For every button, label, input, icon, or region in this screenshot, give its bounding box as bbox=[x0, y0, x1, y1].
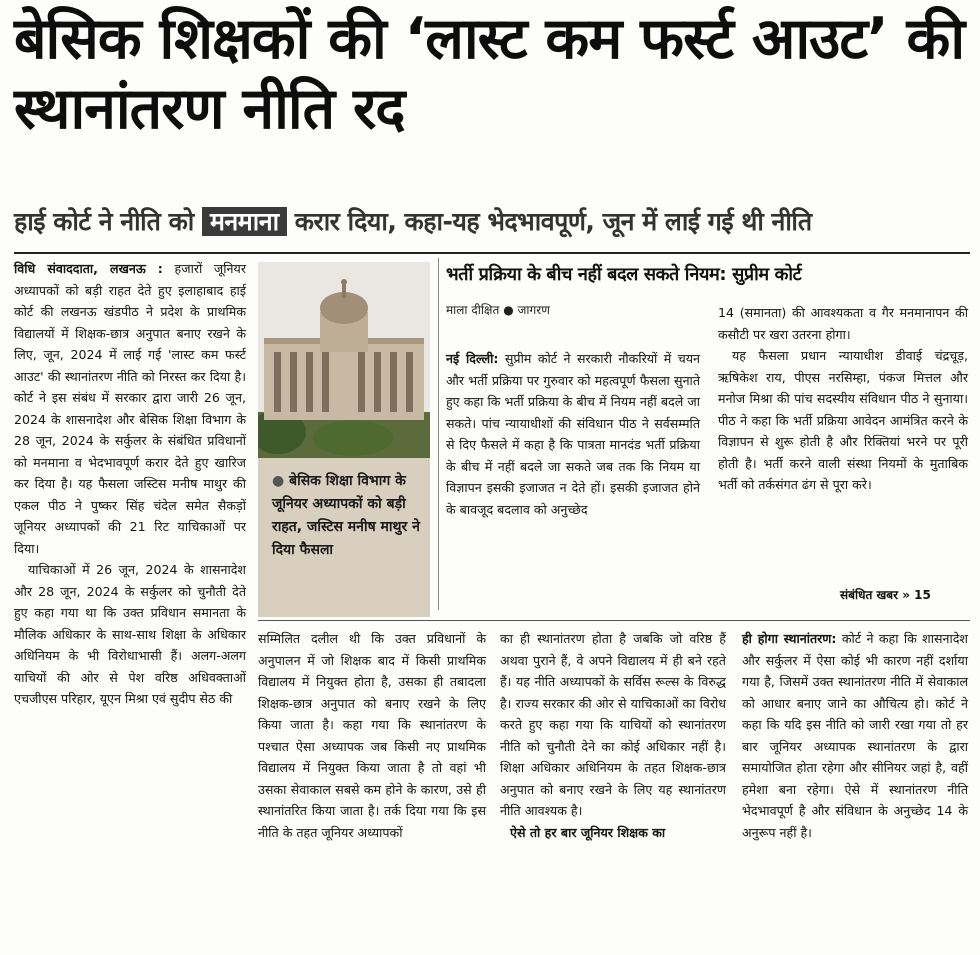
para: कोर्ट ने कहा कि शासनादेश और सर्कुलर में ऐसा कोई भी कारण नहीं दर्शाया गया है, जिसमें उक्त स्थानांतरण नीति में सेवाकाल को आधार बनाए जाने का औचित्य हो। कोर्ट ने कहा कि यदि इस नीति को जारी रखा गया तो हर बार जूनियर अध्यापक स्थानांतरण के द्वारा समायोजित होता रहेगा और सीनियर जहां है, वहीं हमेशा बना रहेगा। ऐसे में स्थानांतरण नीति भेदभावपूर्ण है और संविधान के अनुच्छेद 14 के अनुरूप नहीं है। bbox=[742, 631, 968, 840]
court-photo bbox=[258, 262, 430, 617]
main-story-col-2 bbox=[258, 628, 486, 843]
para: यह फैसला प्रधान न्यायाधीश डीवाई चंद्रचूड़, ऋषिकेश राय, पीएस नरसिम्हा, पंकज मित्तल और मनोज मिश्रा की पांच सदस्यीय संविधान पीठ ने सुनाया। पीठ ने कहा कि भर्ती प्रक्रिया आवेदन आमंत्रित करने के विज्ञापन से शुरू होती है और रिक्तियां भरने पर पूरी होती है। भर्ती करने वाली संस्था नियमों के मुताबिक भर्ती को तर्कसंगत ढंग से पूरा करे। bbox=[718, 348, 968, 492]
supreme-court-byline bbox=[446, 300, 550, 320]
para: सुप्रीम कोर्ट ने सरकारी नौकरियों में चयन और भर्ती प्रक्रिया पर गुरुवार को महत्वपूर्ण फैसला सुनाते हुए कहा कि भर्ती प्रक्रिया के बीच में नियम नहीं बदले जा सकते। पांच न्यायाधीशों की संविधान पीठ ने सर्वसम्मति से दिए फैसले में कहा है कि पात्रता मानदंड भर्ती प्रक्रिया के बीच में नहीं बदले जा सकते जब तक कि नियम या विज्ञापन इसकी इजाजत न देते हों। इसकी इजाजत होने के बावजूद बदलाव को अनुच्छेद bbox=[446, 351, 700, 517]
divider bbox=[438, 258, 439, 610]
divider bbox=[258, 620, 970, 621]
photo-caption-text: बेसिक शिक्षा विभाग के जूनियर अध्यापकों को बड़ी राहत, जस्टिस मनीष माथुर ने दिया फैसला bbox=[272, 473, 420, 558]
section-subhead: ऐसे तो हर बार जूनियर शिक्षक का bbox=[510, 824, 666, 840]
photo-caption bbox=[258, 458, 430, 617]
subhead-before: हाई कोर्ट ने नीति को bbox=[14, 207, 202, 236]
para: याचिकाओं में 26 जून, 2024 के शासनादेश और 28 जून, 2024 के सर्कुलर को चुनौती देते हुए कहा गया था कि उक्त प्रविधान समानता के मौलिक अधिकार के साथ-साथ शिक्षा के अधिकार अधिनियम के भी विरोधाभासी हैं। अलग-अलग याचियों की ओर से पेश वरिष्ठ अधिवक्ताओं एचजीएस परिहार, यूएन मिश्रा एवं सुदीप सेठ की bbox=[14, 562, 246, 706]
byline: विधि संवाददाता, लखनऊ : bbox=[14, 261, 163, 276]
subhead-after: करार दिया, कहा-यह भेदभावपूर्ण, जून में लाई गई थी नीति bbox=[286, 207, 812, 236]
supreme-court-col-2 bbox=[718, 302, 968, 496]
para: सम्मिलित दलील थी कि उक्त प्रविधानों के अनुपालन में जो शिक्षक बाद में किसी प्राथमिक विद्यालय में नियुक्त होता है, उसका ही तबादला शिक्षक-छात्र अनुपात को बनाए रखने के लिए किया जाता है। कहा गया कि स्थानांतरण के पश्चात ऐसा अध्यापक जब किसी नए प्राथमिक विद्यालय में नियुक्त किया जाता है तो वहां भी उसका सेवाकाल सबसे कम होने के कारण, उसे ही स्थानांतरित किया जाता है। तर्क दिया गया कि इस नीति के तहत जूनियर अध्यापकों bbox=[258, 631, 486, 840]
section-subhead-lead: ही होगा स्थानांतरण: bbox=[742, 631, 837, 646]
source-name: जागरण bbox=[517, 303, 550, 317]
main-story-col-3 bbox=[500, 628, 726, 843]
divider bbox=[14, 252, 970, 254]
high-court-building-image bbox=[258, 262, 430, 458]
para: का ही स्थानांतरण होता है जबकि जो वरिष्ठ हैं अथवा पुराने हैं, वे अपने विद्यालय में ही बने रहते हैं। यह नीति अध्यापकों के सर्विस रूल्स के विरुद्ध है। राज्य सरकार की ओर से याचिकाओं का विरोध करते हुए कहा गया कि याचियों को स्थानांतरण नीति को चुनौती देने का कोई अधिकार नहीं है। शिक्षा अधिकार अधिनियम के तहत शिक्षक-छात्र अनुपात को बनाए रखने के लिए यह स्थानांतरण नीति आवश्यक है। bbox=[500, 631, 726, 818]
author-name: माला दीक्षित bbox=[446, 303, 500, 317]
main-story-col-4 bbox=[742, 628, 968, 843]
bullet-icon: ● bbox=[272, 473, 285, 489]
bullet-icon: ● bbox=[503, 303, 514, 317]
para: 14 (समानता) की आवश्यकता व गैर मनमानापन की कसौटी पर खरा उतरना होगा। bbox=[718, 305, 968, 342]
headline: बेसिक शिक्षकों की ‘लास्ट कम फर्स्ट आउट’ की स्थानांतरण नीति रद bbox=[14, 6, 965, 142]
main-story-col-1 bbox=[14, 258, 246, 710]
para: हजारों जूनियर अध्यापकों को बड़ी राहत देते हुए इलाहाबाद हाई कोर्ट की लखनऊ खंडपीठ ने प्रदेश के प्राथमिक विद्यालयों में शिक्षक-छात्र अनुपात बनाए रखने के लिए, जून, 2024 में लाई गई 'लास्ट कम फर्स्ट आउट' की स्थानांतरण नीति को निरस्त कर दिया है। कोर्ट ने इस संबंध में सरकार द्वारा जारी 26 जून, 2024 के शासनादेश और बेसिक शिक्षा विभाग के 28 जून, 2024 के सर्कुलर के संबंधित प्रविधानों को मनमाना व भेदभावपूर्ण करार देते हुए खारिज कर दिया है। यह फैसला जस्टिस मनीष माथुर की एकल पीठ ने पुष्कर सिंह चंदेल समेत सैकड़ों जूनियर अध्यापकों की 21 रिट याचिकाओं पर दिया। bbox=[14, 261, 246, 556]
supreme-court-col-1 bbox=[446, 348, 700, 520]
subheadline bbox=[14, 198, 970, 246]
dateline: नई दिल्ली: bbox=[446, 351, 499, 366]
supreme-court-headline: भर्ती प्रक्रिया के बीच नहीं बदल सकते नियम: सुप्रीम कोर्ट bbox=[446, 264, 802, 285]
subhead-highlight: मनमाना bbox=[202, 207, 287, 236]
related-news-link[interactable]: संबंधित खबर » 15 bbox=[840, 588, 931, 602]
